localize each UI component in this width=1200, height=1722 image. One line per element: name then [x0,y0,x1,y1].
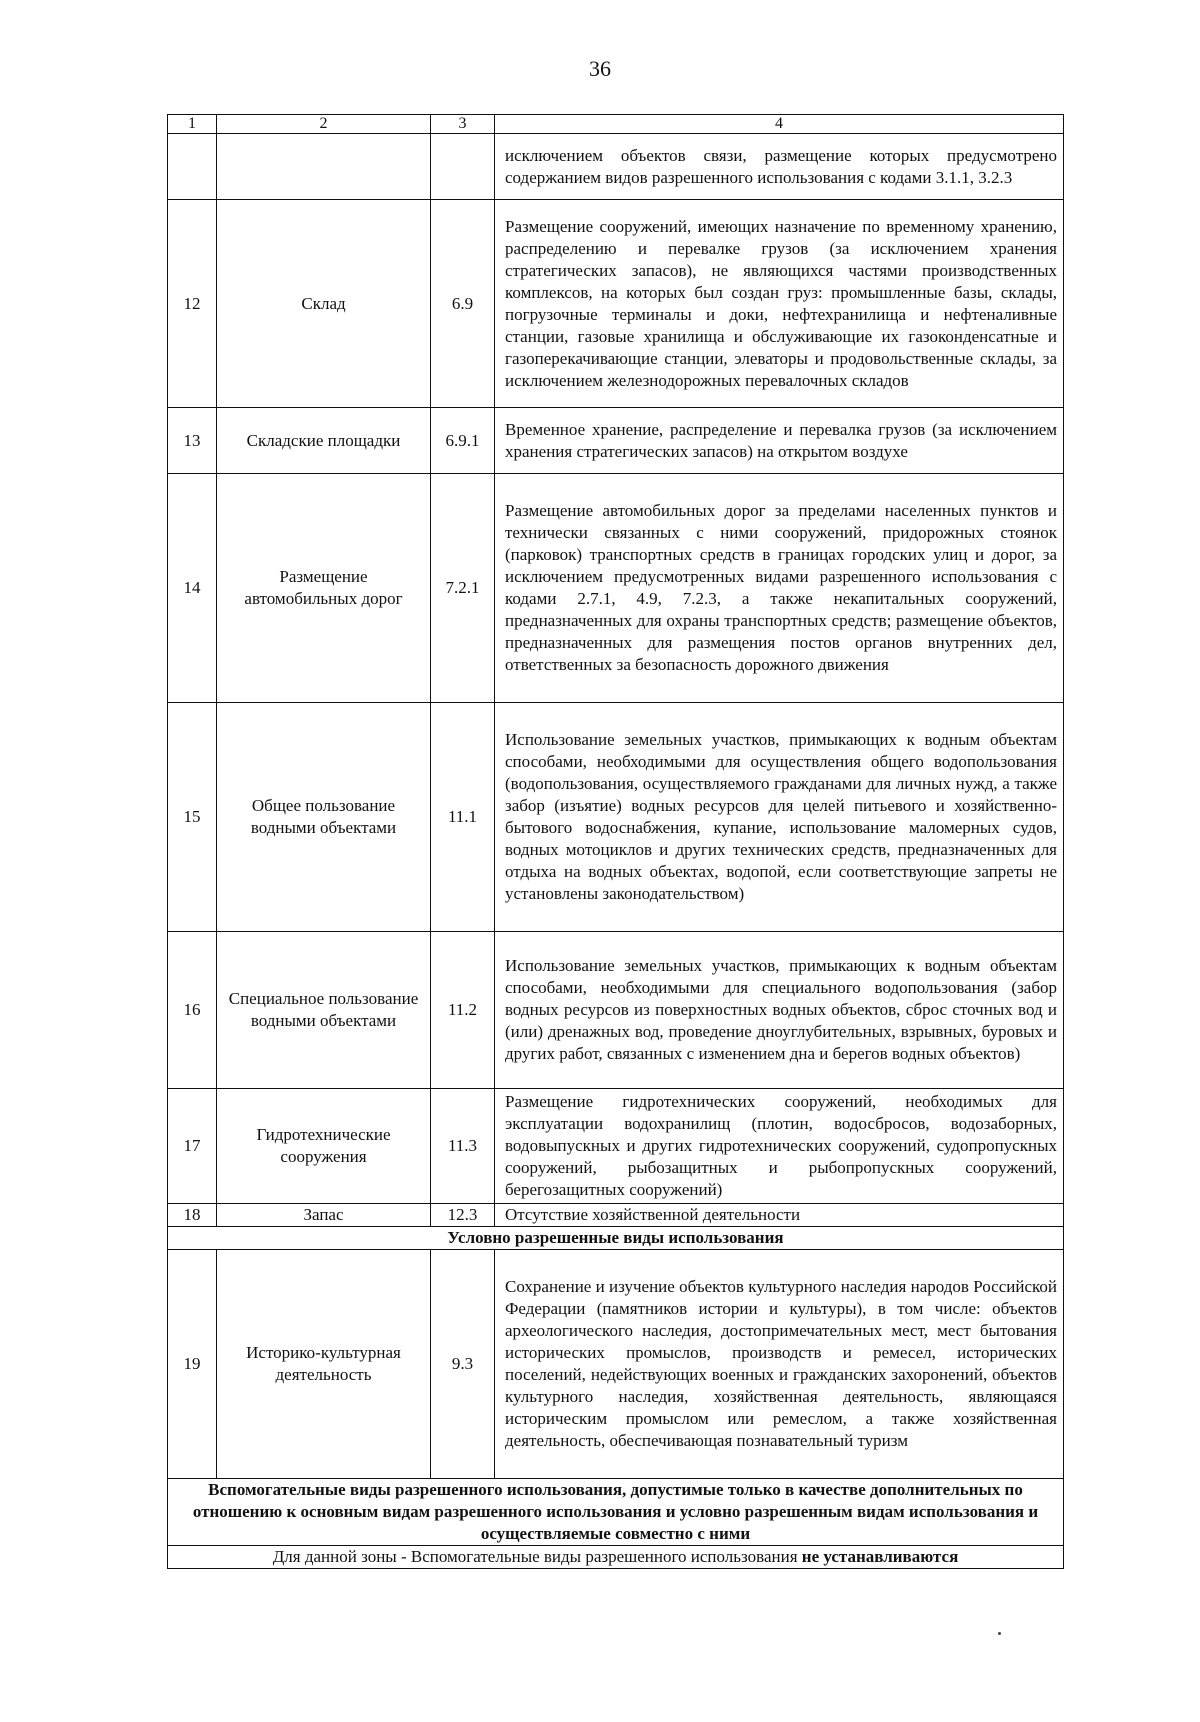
table-row [168,200,1064,408]
section-heading-row [168,1227,1064,1250]
row-description: Временное хранение, распределение и перевалка грузов (за исключением хранения стратегических запасов) на открытом воздухе [495,408,1064,474]
row-number: 12 [168,200,217,408]
row-number-cell [168,134,217,200]
row-description: Использование земельных участков, примыкающих к водным объектам способами, необходимыми для специального водопользования (забор водных ресурсов из поверхностных водных объектов, сброс сточных вод и (или) дренажных вод, проведение дноуглубительных, взрывных, буровых и других работ, связанных с изменением дна и берегов водных объектов) [495,932,1064,1089]
row-code: 6.9.1 [431,408,495,474]
auxiliary-uses-note [168,1546,1064,1569]
row-description: Использование земельных участков, примыкающих к водным объектам способами, необходимыми для осуществления общего водопользования (водопользования, осуществляемого гражданами для личных нужд, а также забор (изъятие) водных ресурсов для целей питьевого и хозяйственно-бытового водоснабжения, купание, использование маломерных судов, водных мотоциклов и других технических средств, предназначенных для отдыха на водных объектах, водопой, если соответствующие запреты не установлены законодательством) [495,703,1064,932]
row-number: 14 [168,474,217,703]
conditional-uses-heading: Условно разрешенные виды использования [168,1227,1064,1250]
table-row [168,474,1064,703]
table-row [168,408,1064,474]
table-row [168,1089,1064,1204]
land-use-table [167,114,1064,1569]
auxiliary-note-emphasis: не устанавливаются [801,1547,959,1566]
row-number: 15 [168,703,217,932]
table-row-continuation [168,134,1064,200]
row-name: Складские площадки [217,408,431,474]
row-number: 18 [168,1204,217,1227]
row-code: 7.2.1 [431,474,495,703]
row-name: Размещение автомобильных дорог [217,474,431,703]
row-name: Специальное пользование водными объектами [217,932,431,1089]
row-code: 6.9 [431,200,495,408]
row-number: 19 [168,1250,217,1479]
table-header-row [168,115,1064,134]
row-code: 9.3 [431,1250,495,1479]
row-name: Склад [217,200,431,408]
row-number: 13 [168,408,217,474]
row-description: Размещение гидротехнических сооружений, необходимых для эксплуатации водохранилищ (плотин, водосбросов, водозаборных, водовыпускных и других гидротехнических сооружений, судопропускных сооружений, рыбозащитных и рыбопропускных сооружений, берегозащитных сооружений) [495,1089,1064,1204]
col-header-3: 3 [431,115,495,134]
row-code: 12.3 [431,1204,495,1227]
footer-row [168,1546,1064,1569]
table-row [168,703,1064,932]
row-name-cell [217,134,431,200]
col-header-1: 1 [168,115,217,134]
scan-speck [998,1632,1001,1635]
row-name: Историко-культурная деятельность [217,1250,431,1479]
row-description: Сохранение и изучение объектов культурного наследия народов Российской Федерации (памятников истории и культуры), в том числе: объектов археологического наследия, достопримечательных мест, мест бытования исторических промыслов, производств и ремесел, исторических поселений, недействующих военных и гражданских захоронений, объектов культурного наследия, хозяйственная деятельность, являющаяся историческим промыслом или ремеслом, а также хозяйственная деятельность, обеспечивающая познавательный туризм [495,1250,1064,1479]
table-row [168,1250,1064,1479]
page-number: 36 [589,56,611,81]
section-heading-row [168,1479,1064,1546]
auxiliary-uses-heading: Вспомогательные виды разрешенного использования, допустимые только в качестве дополнительных по отношению к основным видам разрешенного использования и условно разрешенным видам использования и осуществляемые совместно с ними [168,1479,1064,1546]
col-header-2: 2 [217,115,431,134]
table-row [168,1204,1064,1227]
auxiliary-note-text: Для данной зоны - Вспомогательные виды разрешенного использования [272,1547,802,1566]
table-row [168,932,1064,1089]
row-number: 17 [168,1089,217,1204]
row-name: Общее пользование водными объектами [217,703,431,932]
row-code: 11.3 [431,1089,495,1204]
row-code: 11.1 [431,703,495,932]
row-name: Гидротехнические сооружения [217,1089,431,1204]
col-header-4: 4 [495,115,1064,134]
row-description: Размещение сооружений, имеющих назначение по временному хранению, распределению и перевалке грузов (за исключением хранения стратегических запасов), не являющихся частями производственных комплексов, на которых был создан груз: промышленные базы, склады, погрузочные терминалы и доки, нефтехранилища и нефтеналивные станции, газовые хранилища и обслуживающие их газоконденсатные и газоперекачивающие станции, элеваторы и продовольственные склады, за исключением железнодорожных перевалочных складов [495,200,1064,408]
row-code: 11.2 [431,932,495,1089]
row-description: Размещение автомобильных дорог за пределами населенных пунктов и технически связанных с ними сооружений, придорожных стоянок (парковок) транспортных средств в границах городских улиц и дорог, за исключением предусмотренных видами разрешенного использования с кодами 2.7.1, 4.9, 7.2.3, а также некапитальных сооружений, предназначенных для охраны транспортных средств; размещение объектов, предназначенных для размещения постов органов внутренних дел, ответственных за безопасность дорожного движения [495,474,1064,703]
row-code-cell [431,134,495,200]
row-description: Отсутствие хозяйственной деятельности [495,1204,1064,1227]
row-number: 16 [168,932,217,1089]
row-name: Запас [217,1204,431,1227]
row-description: исключением объектов связи, размещение которых предусмотрено содержанием видов разрешенного использования с кодами 3.1.1, 3.2.3 [495,134,1064,200]
